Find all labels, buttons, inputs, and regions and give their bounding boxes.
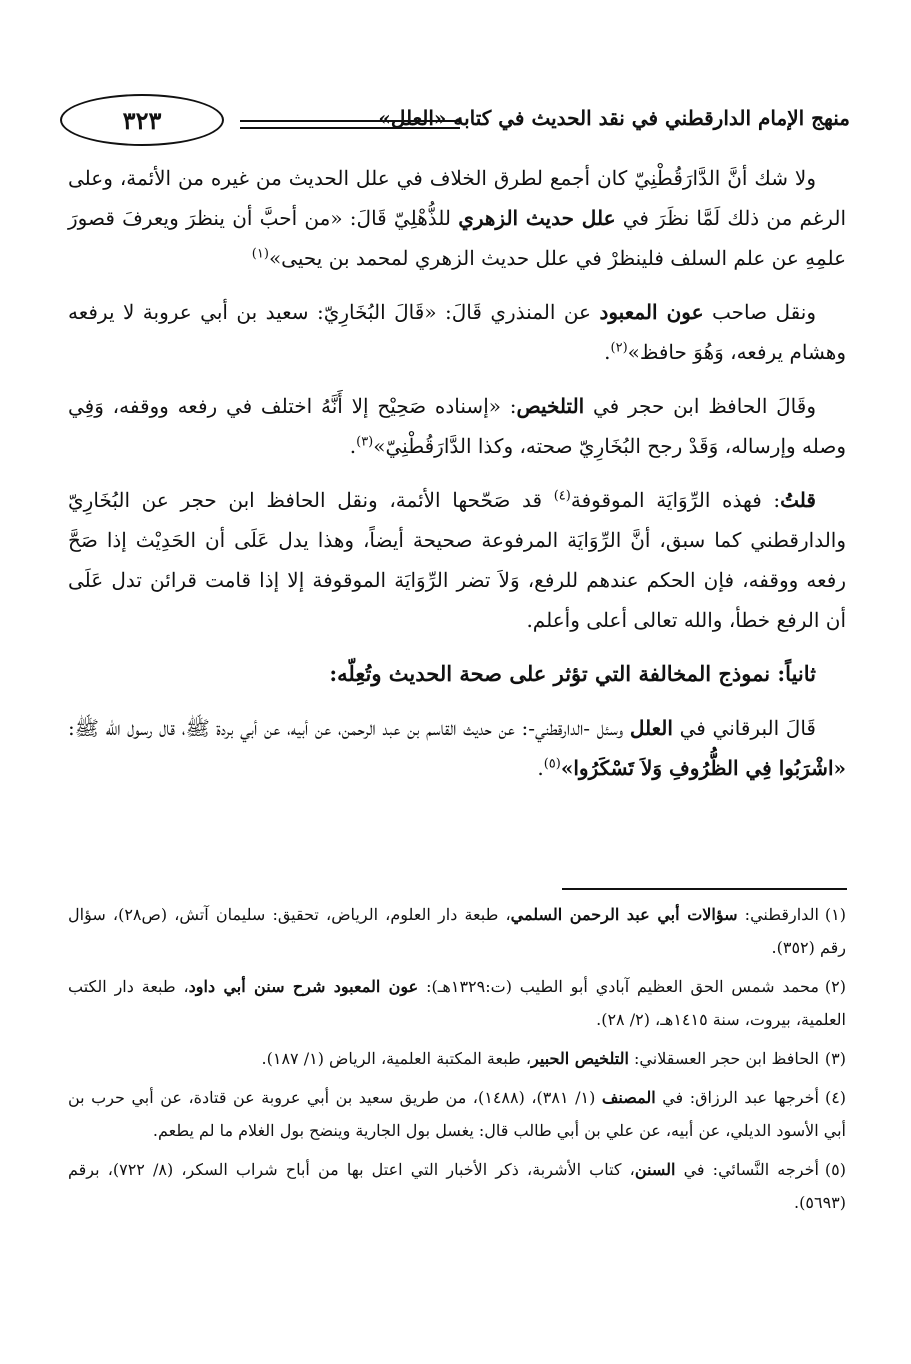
book-title: السنن <box>634 1160 676 1179</box>
page-header <box>60 92 850 152</box>
paragraph-3: وقَالَ الحافظ ابن حجر في التلخيص: «إسناده صَحِيْح إلا أَنَّهُ اختلف في رفعه ووقفه، وَفِي وصله وإرساله، وَقَدْ رجح البُخَارِيّ صحته، وكذا الدَّارَقُطْنِيّ»$^{(٣)}$. <box>68 394 846 458</box>
paragraph-5: قَالَ البرقاني في العلل وسئل -الدارقطني-: عن حديث القاسم بن عبد الرحمن، عن أبيه، عن أبي بردة ﷺ، قال رسول الله ﷺ: «اشْرَبُوا فِي الظُّرُوفِ وَلاَ تَسْكَرُوا»$^{(٥)}$. <box>68 716 846 780</box>
page-number: ٣٢٣ <box>60 94 224 146</box>
footnotes <box>68 898 846 1225</box>
footnote-number: (٣) <box>824 1049 846 1068</box>
footnote-3: (٣)الحافظ ابن حجر العسقلاني: التلخيص الحبير، طبعة المكتبة العلمية، الرياض (١/ ١٨٧). <box>261 1049 846 1068</box>
header-double-rule <box>240 120 460 129</box>
paragraph-4: قلتُ: فهذه الرِّوَايَة الموقوفة$^{(٤)}$ قد صَحّحها الأئمة، ونقل الحافظ ابن حجر عن البُخَارِيّ والدارقطني كما سبق، أنَّ الرِّوَايَة المرفوعة صحيحة أيضاً، وهذا يدل عَلَى أن الحَدِيْث إذا صَحَّ رفعه ووقفه، فإن الحكم عندهم للرفع، وَلاَ تضر الرِّوَايَة الموقوفة إلا إذا قامت قرائن تدل عَلَى أن الرفع خطأ، والله تعالى أعلى وأعلم. <box>68 488 846 632</box>
footnote-number: (٥) <box>824 1160 847 1179</box>
footnote-4: (٤)أخرجها عبد الرزاق: في المصنف (١/ ٣٨١)، (١٤٨٨)، من طريق سعيد بن أبي عروبة عن قتادة، عن أبي حرب بن أبي الأسود الديلي، عن أبيه، عن علي بن أبي طالب قال: يغسل بول الجارية وينضح بول الغلام ما لم يطعم. <box>68 1088 847 1140</box>
book-title: عون المعبود شرح سنن أبي داود <box>188 977 419 996</box>
footnote-number: (٤) <box>824 1088 847 1107</box>
section-heading: ثانياً: نموذج المخالفة التي تؤثر على صحة الحديث وتُعِلّه: <box>329 661 816 686</box>
book-title: العلل <box>629 716 673 740</box>
footnote-2: (٢)محمد شمس الحق العظيم آبادي أبو الطيب (ت:١٣٢٩هـ): عون المعبود شرح سنن أبي داود، طبعة دار الكتب العلمية، بيروت، سنة ١٤١٥هـ، (٢/ ٢٨). <box>68 977 847 1029</box>
footnote-ref-3[interactable]: (٣) <box>356 434 374 450</box>
footnote-5: (٥)أخرجه النَّسائي: في السنن، كتاب الأشربة، ذكر الأخبار التي اعتل بها من أباح شراب السكر، (٨/ ٧٢٢)، برقم (٥٦٩٣). <box>68 1160 847 1212</box>
book-title: المصنف <box>601 1088 656 1107</box>
footnote-number: (١) <box>824 905 846 924</box>
hadith-text: «اشْرَبُوا فِي الظُّرُوفِ وَلاَ تَسْكَرُوا» <box>560 756 846 780</box>
footnote-1: (١)الدارقطني: سؤالات أبي عبد الرحمن السلمي، طبعة دار العلوم، الرياض، تحقيق: سليمان آتش، (ص٢٨)، سؤال رقم (٣٥٢). <box>68 905 846 957</box>
book-title: عون المعبود <box>599 300 704 324</box>
paragraph-2: ونقل صاحب عون المعبود عن المنذري قَالَ: «قَالَ البُخَارِيّ: سعيد بن أبي عروبة لا يرفعه وهشام يرفعه، وَهُوَ حافظ»$^{(٢)}$. <box>68 300 846 364</box>
book-title: التلخيص <box>516 394 585 418</box>
main-text <box>68 158 846 802</box>
qultu-label: قلتُ <box>780 488 816 512</box>
book-title: علل حديث الزهري <box>458 206 616 230</box>
running-title: منهج الإمام الدارقطني في نقد الحديث في كتابه «العلل» <box>378 106 850 130</box>
footnote-number: (٢) <box>824 977 847 996</box>
footnote-ref-2[interactable]: (٢) <box>610 340 628 356</box>
footnote-ref-1[interactable]: (١) <box>251 246 269 262</box>
paragraph-1: ولا شك أنَّ الدَّارَقُطْنِيّ كان أجمع لطرق الخلاف في علل الحديث من غيره من الأئمة، وعلى الرغم من ذلك لَمَّا نظَرَ في علل حديث الزهري للذُّهْلِيّ قَالَ: «من أحبَّ أن ينظرَ ويعرفَ قصورَ علمِهِ عن علم السلف فلينظرْ في علل حديث الزهري لمحمد بن يحيى»$^{(١)}$ <box>68 166 846 270</box>
footnote-ref-5[interactable]: (٥) <box>543 756 561 772</box>
footnote-ref-4[interactable]: (٤) <box>553 488 571 504</box>
book-title: سؤالات أبي عبد الرحمن السلمي <box>510 905 738 924</box>
footnote-divider <box>562 888 847 890</box>
book-title: التلخيص الحبير <box>531 1049 629 1068</box>
